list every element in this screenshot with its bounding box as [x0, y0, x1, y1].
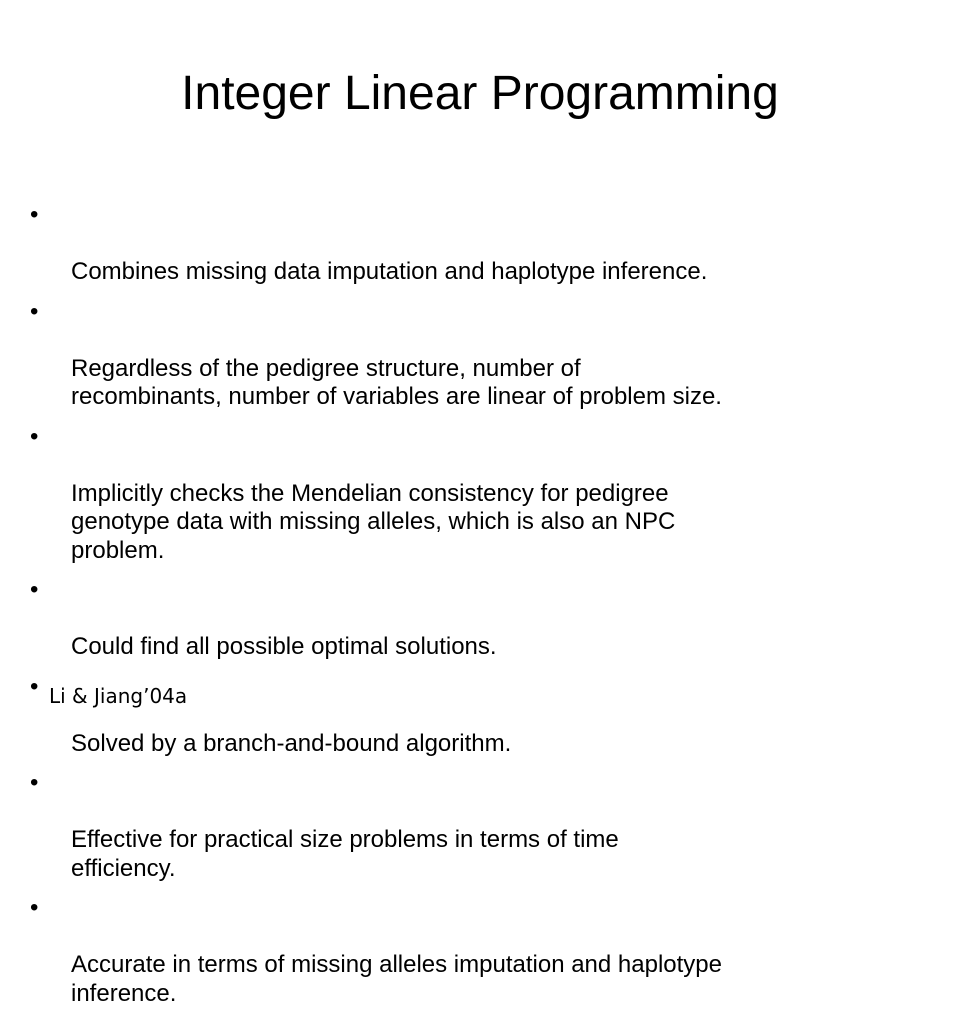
citation: Li & Jiang’04a	[49, 684, 188, 708]
bullet-text: Solved by a branch-and-bound algorithm.	[71, 729, 512, 757]
bullet-list	[30, 201, 945, 1019]
bullet-text: Implicitly checks the Mendelian consistency for pedigree genotype data with missing alleles, which is also an NPC problem.	[71, 479, 676, 564]
bullet-text: Accurate in terms of missing alleles imputation and haplotype inference.	[71, 951, 722, 1007]
bullet-marker: •	[30, 769, 39, 796]
bullet-marker: •	[30, 576, 39, 603]
bullet-item	[30, 769, 945, 883]
bullet-text: Combines missing data imputation and haplotype inference.	[71, 258, 708, 285]
bullet-marker: •	[30, 201, 39, 228]
bullet-marker: •	[30, 672, 39, 700]
bullet-text: Effective for practical size problems in terms of time efficiency.	[71, 826, 619, 882]
slide-title: Integer Linear Programming	[181, 67, 779, 120]
bullet-item	[30, 894, 945, 1008]
bullet-text: Regardless of the pedigree structure, number of recombinants, number of variables are linear of problem size.	[71, 354, 722, 410]
bullet-text: Could find all possible optimal solutions.	[71, 633, 497, 660]
bullet-item	[30, 201, 945, 287]
bullet-item	[30, 576, 945, 662]
bullet-item	[30, 298, 945, 412]
bullet-item	[30, 423, 945, 566]
bullet-marker: •	[30, 297, 39, 325]
bullet-marker: •	[30, 894, 39, 921]
bullet-marker: •	[30, 422, 39, 450]
